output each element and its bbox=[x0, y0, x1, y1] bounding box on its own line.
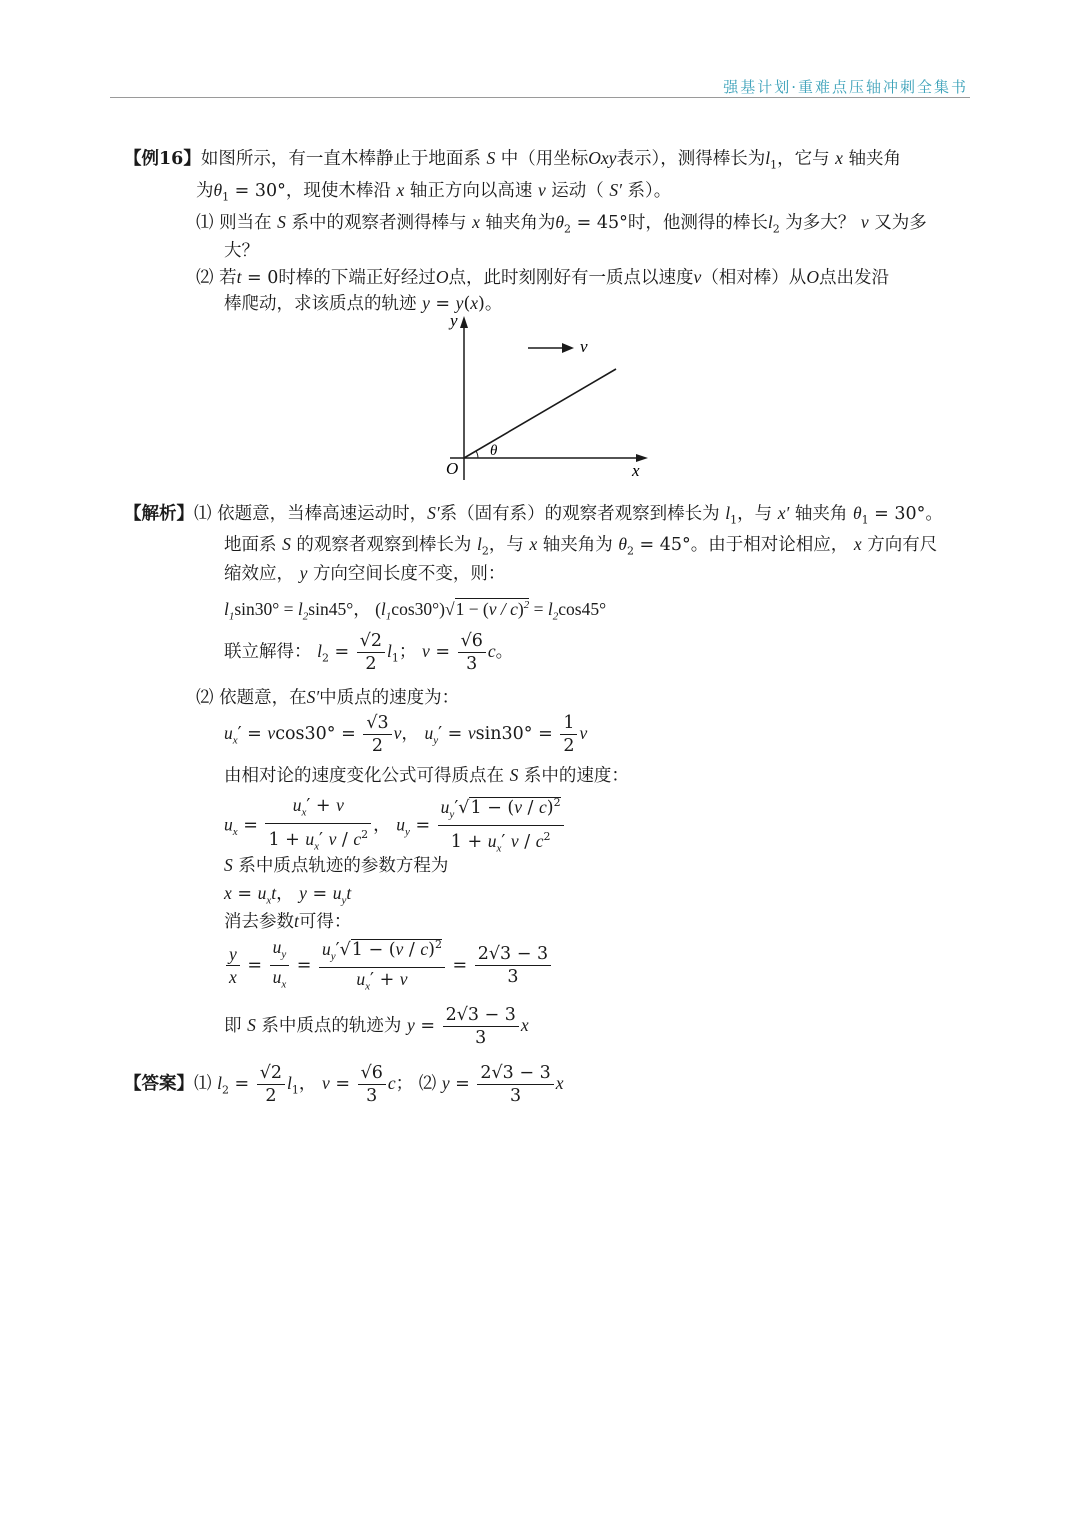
solution-text: 。由于相对论相应， bbox=[690, 535, 849, 555]
solution-line-2: 地面系 S 的观察者观察到棒长为 $l_2$，与 x 轴夹角为 $\theta_2 = 45^\circ$。由于相对论相应， x 方向有尺 bbox=[224, 534, 938, 558]
solution-text: 缩效应， bbox=[224, 564, 294, 584]
solution-text: 轴夹角 bbox=[794, 504, 848, 524]
solution-text: 依题意，当棒高速运动时， bbox=[217, 504, 428, 524]
problem-text: 中（用坐标 bbox=[500, 149, 589, 169]
solution-tag: 【解析】 bbox=[124, 504, 194, 524]
equation-2: 联立解得： $l_2$ = $\frac{√2}{2}$ $l_1$； v = $\frac{√6}{3}$ c。 bbox=[224, 631, 514, 674]
solution-text: 轴夹角为 bbox=[542, 535, 613, 555]
angle-arc bbox=[476, 451, 478, 458]
solution-2-line-3: S 系中质点轨迹的参数方程为 bbox=[224, 855, 449, 876]
problem-text: 轴正方向以高速 bbox=[409, 181, 533, 201]
figure-diagram bbox=[434, 312, 664, 482]
question-2-line-2: 棒爬动，求该质点的轨迹 y = y(x)。 bbox=[224, 293, 503, 314]
problem-text: 点，此时刻刚好有一质点以速度 bbox=[448, 268, 694, 288]
problem-text: 轴夹角 bbox=[848, 149, 902, 169]
solution-text: 方向空间长度不变，则： bbox=[312, 564, 506, 584]
problem-text: （相对棒）从 bbox=[701, 268, 807, 288]
solution-2-line-1: ⑵ 依题意，在S′中质点的速度为： bbox=[196, 687, 460, 708]
solution-text: ，与 bbox=[488, 535, 524, 555]
question-1-line-1: ⑴ 则当在 S 系中的观察者测得棒与 x 轴夹角为$\theta_2 = 45^\circ$时，他测得的棒长$l_2$ 为多大？ v 又为多 bbox=[196, 212, 927, 236]
question-marker: ⑴ bbox=[196, 213, 214, 233]
problem-text: 点出发沿 bbox=[818, 268, 889, 288]
problem-text: 。 bbox=[484, 294, 503, 314]
solution-text: 系中质点轨迹的参数方程为 bbox=[238, 856, 449, 876]
problem-text: 则当在 bbox=[219, 213, 272, 233]
header-title: 强基计划·重难点压轴冲刺全集书 bbox=[723, 78, 968, 96]
solution-text: 即 bbox=[224, 1016, 242, 1036]
problem-text: ，现使木棒沿 bbox=[285, 181, 391, 201]
problem-text: 为多大？ bbox=[785, 213, 856, 233]
question-1-line-2 bbox=[224, 237, 259, 262]
solution-line-1: 【解析】⑴ 依题意，当棒高速运动时，S′系（固有系）的观察者观察到棒长为 $l_1$，与 x′ 轴夹角 $\theta_1 = 30^\circ$。 bbox=[124, 503, 943, 527]
equation-6: $\frac{y}{x}$ = $\frac{u_y}{u_x}$ = $\frac{u_y'√1 - (v / c)^2}{u_x' + v}$ = $\frac{2√3 - 3}{3}$ bbox=[224, 934, 553, 998]
solution-text: 消去参数 bbox=[224, 912, 294, 932]
problem-text: 若 bbox=[219, 268, 237, 288]
problem-text: 运动（ bbox=[551, 181, 604, 201]
problem-line-2: 为$\theta_1 = 30^\circ$，现使木棒沿 x 轴正方向以高速 v 运动（ S′ 系）。 bbox=[196, 180, 672, 204]
equation-4: $u_x$ = $\frac{u_x' + v}{1 + u_x' v / c^2}$ ， $u_y$ = $\frac{u_y'√1 - (v / c)^2}{1 + u_x' v / c^2}$ bbox=[224, 792, 566, 860]
solution-text: 地面系 bbox=[224, 535, 277, 555]
problem-line-1: 【例16】如图所示，有一直木棒静止于地面系 S 中（用坐标Oxy表示），测得棒长为$l_1$，它与 x 轴夹角 bbox=[124, 148, 902, 172]
problem-text: 时，他测得的棒长 bbox=[627, 213, 768, 233]
problem-text: 如图所示，有一直木棒静止于地面系 bbox=[200, 149, 481, 169]
solution-text: 可得： bbox=[298, 912, 352, 932]
solution-text: 方向有尺 bbox=[867, 535, 938, 555]
problem-text: 棒爬动，求该质点的轨迹 bbox=[224, 294, 417, 314]
solution-marker: ⑵ bbox=[196, 688, 214, 708]
solution-text: 的观察者观察到棒长为 bbox=[296, 535, 472, 555]
problem-text: 轴夹角为 bbox=[485, 213, 556, 233]
equation-1: $l_1\sin 30^\circ = l_2\sin 45^\circ$， $(l_1\cos 30^\circ)√1 - (v / c)^2 = l_2\cos 45^\circ$ bbox=[224, 599, 607, 623]
angle-label: θ bbox=[490, 443, 498, 459]
stick-line bbox=[464, 369, 616, 458]
solution-text: 联立解得： bbox=[224, 642, 312, 662]
question-2-line-1: ⑵ 若t = 0时棒的下端正好经过O点，此时刻刚好有一质点以速度v（相对棒）从O点出发沿 bbox=[196, 267, 889, 288]
origin-label: O bbox=[446, 459, 459, 478]
answer-marker: ⑴ bbox=[194, 1074, 212, 1094]
solution-text: 由相对论的速度变化公式可得质点在 bbox=[224, 766, 504, 786]
solution-text: 中质点的速度为： bbox=[319, 688, 460, 708]
problem-text: 系中的观察者测得棒与 bbox=[291, 213, 467, 233]
solution-text: 依题意，在 bbox=[219, 688, 307, 708]
problem-text: 又为多 bbox=[874, 213, 927, 233]
solution-2-line-4: 消去参数t可得： bbox=[224, 911, 352, 932]
problem-tag: 【例16】 bbox=[124, 149, 201, 169]
header-rule bbox=[110, 97, 970, 98]
problem-text: 表示），测得棒长为 bbox=[616, 149, 766, 169]
equation-5: $x = u_xt$， $y = u_yt$ bbox=[224, 883, 352, 907]
problem-text: 时棒的下端正好经过 bbox=[278, 268, 436, 288]
solution-line-3: 缩效应， y 方向空间长度不变，则： bbox=[224, 563, 506, 584]
problem-text: ，它与 bbox=[777, 149, 830, 169]
equation-7: 即 S 系中质点的轨迹为 y = $\frac{2√3 - 3}{3}$ x bbox=[224, 1005, 529, 1048]
velocity-arrow-icon bbox=[562, 343, 574, 353]
x-axis-label: x bbox=[632, 461, 640, 480]
question-marker: ⑵ bbox=[196, 268, 214, 288]
solution-text: 。 bbox=[925, 504, 943, 524]
y-axis-label: y bbox=[450, 312, 458, 330]
solution-text: 系（固有系）的观察者观察到棒长为 bbox=[439, 504, 720, 524]
solution-text: 系中质点的轨迹为 bbox=[261, 1016, 402, 1036]
y-axis-arrow-icon bbox=[460, 316, 468, 328]
solution-marker: ⑴ bbox=[194, 504, 212, 524]
velocity-label: v bbox=[580, 337, 588, 356]
problem-text: 大？ bbox=[224, 241, 259, 261]
problem-text: 系）。 bbox=[627, 181, 672, 201]
answer-marker: ⑵ bbox=[418, 1074, 437, 1094]
problem-text: 为 bbox=[196, 181, 214, 201]
equation-3: $u_x' = vcos30^\circ$ = $\frac{√3}{2}$ v， $u_y' = vsin30^\circ$ = $\frac{1}{2}$ v bbox=[224, 713, 588, 756]
solution-text: ，与 bbox=[737, 504, 773, 524]
solution-2-line-2: 由相对论的速度变化公式可得质点在 S 系中的速度： bbox=[224, 765, 629, 786]
answer-tag: 【答案】 bbox=[124, 1074, 194, 1094]
answer-line: 【答案】⑴ $l_2$ = $\frac{√2}{2}$ $l_1$， v = $\frac{√6}{3}$ c； ⑵ y = $\frac{2√3 - 3}{3}$ x bbox=[124, 1063, 564, 1106]
solution-text: 系中的速度： bbox=[523, 766, 629, 786]
